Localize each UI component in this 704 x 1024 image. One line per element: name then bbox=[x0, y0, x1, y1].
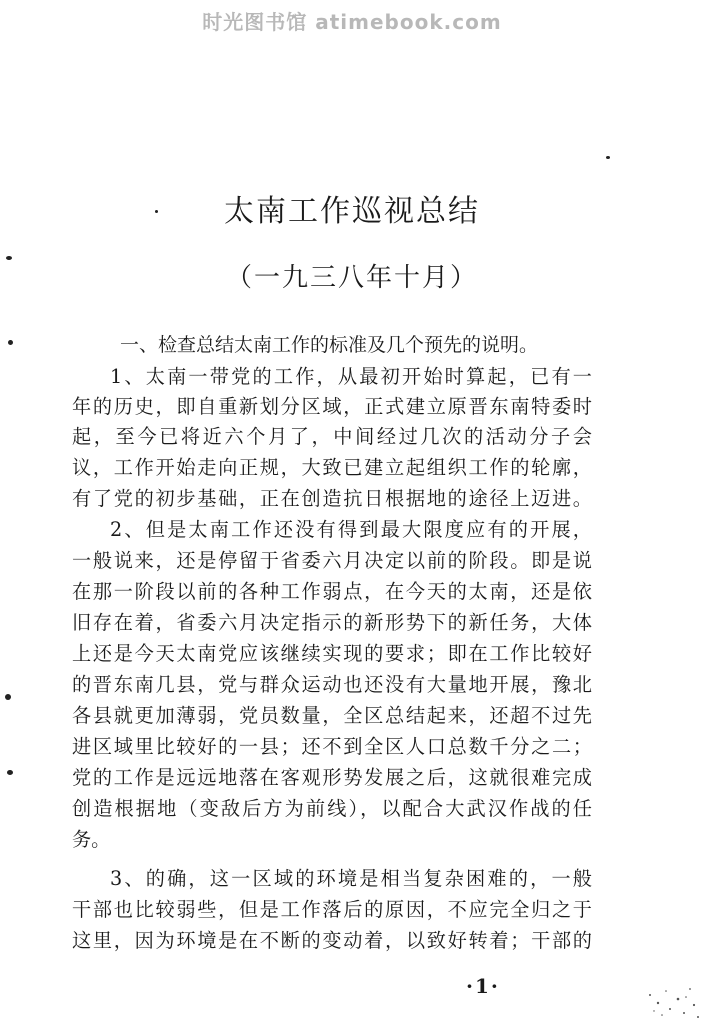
section-heading: 一、检查总结太南工作的标准及几个预先的说明。 bbox=[120, 334, 539, 356]
scan-speck bbox=[6, 256, 12, 260]
text-line: 干部也比较弱些，但是工作落后的原因，不应完全归之于 bbox=[72, 898, 592, 921]
text-line: 有了党的初步基础，正在创造抗日根据地的途径上迈进。 bbox=[72, 487, 592, 510]
text-line: 在那一阶段以前的各种工作弱点，在今天的太南，还是依 bbox=[72, 580, 592, 603]
text-line: 的晋东南几县，党与群众运动也还没有大量地开展，豫北 bbox=[72, 673, 592, 696]
document-title: 太南工作巡视总结 bbox=[224, 194, 480, 229]
scan-speck bbox=[155, 210, 158, 213]
scan-speck bbox=[7, 770, 13, 775]
text-line: 旧存在着，省委六月决定指示的新形势下的新任务，大体 bbox=[72, 611, 592, 634]
text-line: 1、太南一带党的工作，从最初开始时算起，已有一 bbox=[110, 365, 592, 388]
text-line: 进区域里比较好的一县；还不到全区人口总数千分之二； bbox=[72, 735, 592, 758]
text-line: 上还是今天太南党应该继续实现的要求；即在工作比较好 bbox=[72, 642, 592, 665]
page-number: ·1· bbox=[466, 974, 500, 998]
text-line: 创造根据地（变敌后方为前线），以配合大武汉作战的任 bbox=[72, 797, 592, 820]
text-line: 务。 bbox=[72, 828, 111, 851]
text-line: 各县就更加薄弱，党员数量，全区总结起来，还超不过先 bbox=[72, 704, 592, 727]
scan-speck bbox=[8, 340, 13, 345]
scan-speck bbox=[5, 694, 11, 700]
text-line: 3、的确，这一区域的环境是相当复杂困难的，一般 bbox=[110, 867, 592, 890]
document-date: （一九三八年十月） bbox=[225, 263, 478, 293]
text-line: 年的历史，即自重新划分区域，正式建立原晋东南特委时 bbox=[72, 395, 592, 418]
text-line: 这里，因为环境是在不断的变动着，以致好转着；干部的 bbox=[72, 929, 592, 952]
text-line: 2、但是太南工作还没有得到最大限度应有的开展， bbox=[110, 518, 592, 541]
text-line: 起，至今已将近六个月了，中间经过几次的活动分子会 bbox=[72, 425, 592, 448]
scan-speck bbox=[606, 156, 610, 159]
watermark: 时光图书馆 atimebook.com bbox=[202, 10, 502, 34]
text-line: 一般说来，还是停留于省委六月决定以前的阶段。即是说 bbox=[72, 549, 592, 572]
scan-noise bbox=[640, 975, 704, 1024]
text-line: 议，工作开始走向正规，大致已建立起组织工作的轮廓， bbox=[72, 456, 592, 479]
text-line: 党的工作是远远地落在客观形势发展之后，这就很难完成 bbox=[72, 766, 592, 789]
